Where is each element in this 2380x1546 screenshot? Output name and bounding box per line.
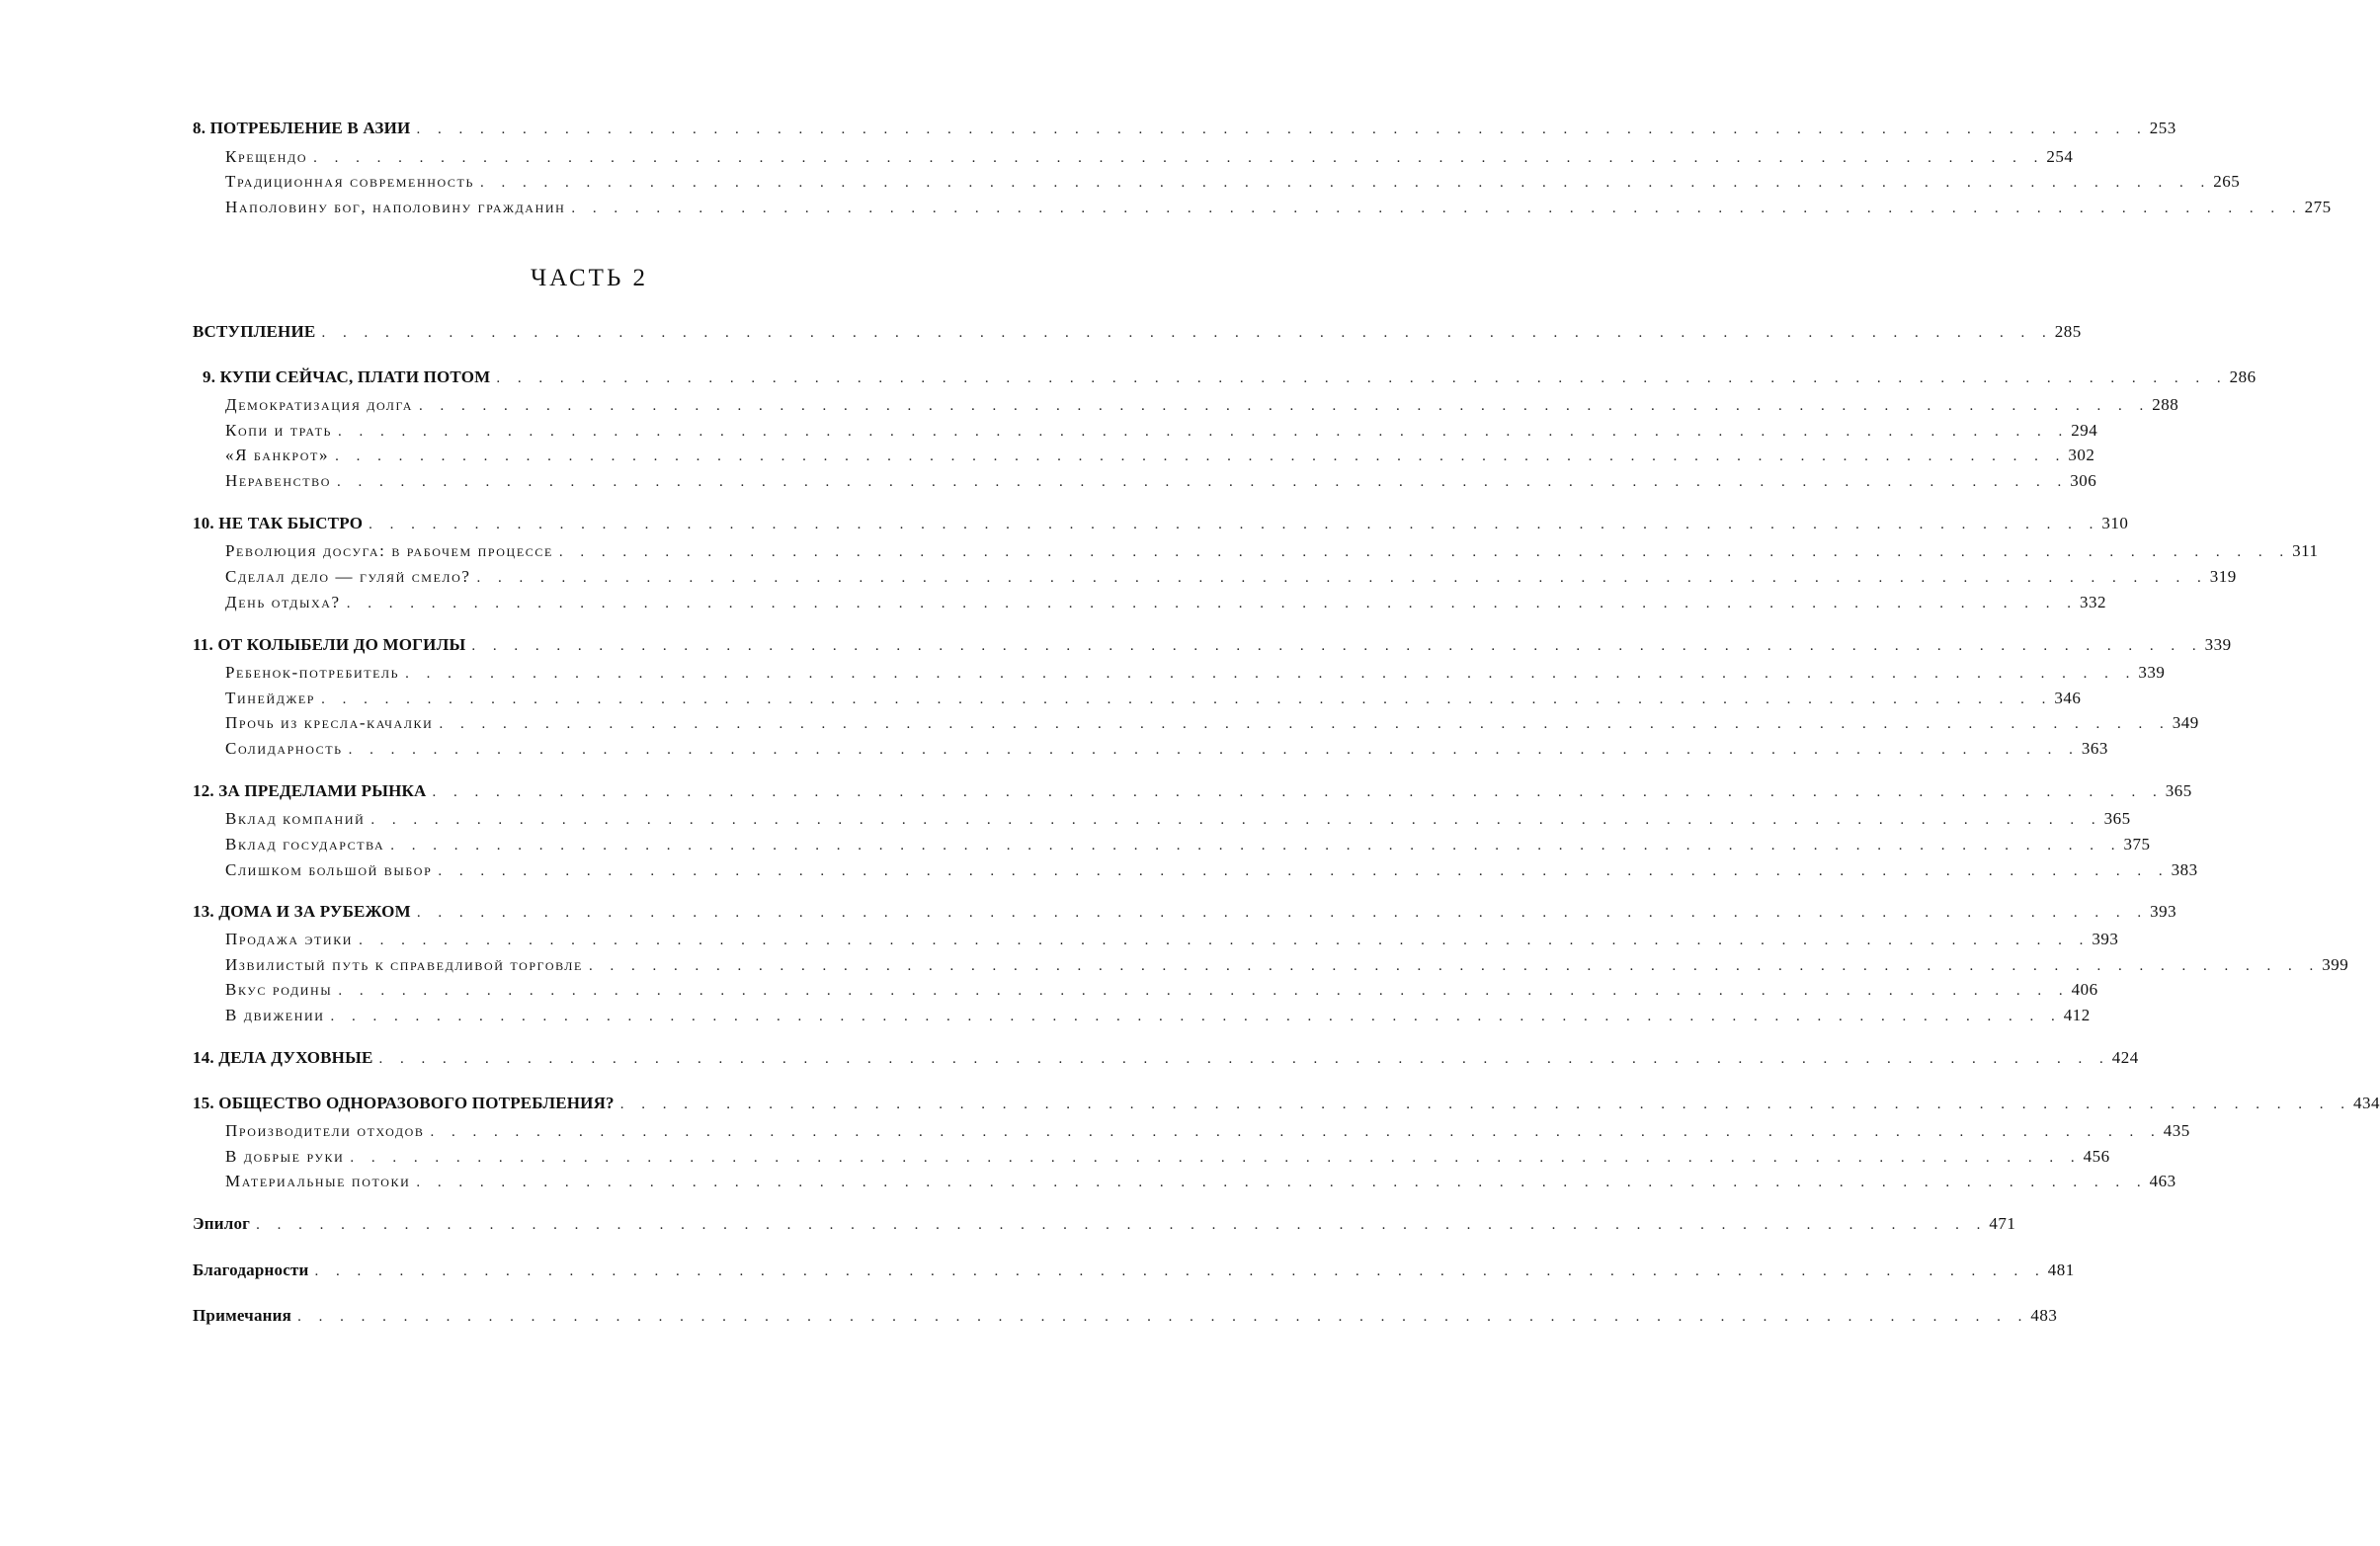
toc-entry-title: 8. ПОТРЕБЛЕНИЕ В АЗИИ	[193, 119, 411, 137]
dot-leader: . . . . . . . . . . . . . . . . . . . . . . . . . . . . . . . . . . . . . . . . . . . . . . . . . . . . . . . . . . . . . . . . . . . . . . . . . . . . . . . . . .	[256, 1217, 1988, 1233]
toc-section[interactable]	[225, 147, 2074, 173]
toc-entry-page: 332	[2079, 593, 2106, 611]
toc-entry-title: Слишком большой выбор	[225, 860, 433, 879]
toc-entry-page: 483	[2030, 1306, 2058, 1325]
toc-section[interactable]	[225, 395, 2179, 421]
dot-leader: . . . . . . . . . . . . . . . . . . . . . . . . . . . . . . . . . . . . . . . . . . . . . . . . . . . . . . . . . . . . . . . . . . . . . . . . . . . . . . . . . .	[350, 1150, 2082, 1166]
toc-entry-page: 365	[2103, 809, 2131, 828]
toc-entry-title: 11. ОТ КОЛЫБЕЛИ ДО МОГИЛЫ	[193, 635, 466, 654]
toc-entry-page: 254	[2046, 147, 2074, 166]
dot-leader: . . . . . . . . . . . . . . . . . . . . . . . . . . . . . . . . . . . . . . . . . . . . . . . . . . . . . . . . . . . . . . . . . . . . . . . . . . . . . . . . . .	[416, 1175, 2148, 1190]
toc-chapter-14[interactable]	[193, 1048, 2139, 1074]
toc-section[interactable]	[225, 1172, 2176, 1197]
toc-entry-title: Благодарности	[193, 1261, 309, 1279]
toc-entry-page: 412	[2063, 1006, 2091, 1024]
toc-entry-title: День отдыха?	[225, 593, 341, 611]
toc-entry-title: Ребенок-потребитель	[225, 663, 400, 682]
dot-leader: . . . . . . . . . . . . . . . . . . . . . . . . . . . . . . . . . . . . . . . . . . . . . . . . . . . . . . . . . . . . . . . . . . . . . . . . . . . . . . . . . .	[476, 570, 2208, 586]
dot-leader: . . . . . . . . . . . . . . . . . . . . . . . . . . . . . . . . . . . . . . . . . . . . . . . . . . . . . . . . . . . . . . . . . . . . . . . . . . . . . . . . . .	[321, 325, 2053, 341]
toc-chapter-13[interactable]	[193, 902, 2177, 928]
toc-section[interactable]	[225, 930, 2119, 955]
toc-section[interactable]	[225, 1121, 2190, 1147]
dot-leader: . . . . . . . . . . . . . . . . . . . . . . . . . . . . . . . . . . . . . . . . . . . . . . . . . . . . . . . . . . . . . . . . . . . . . . . . . . . . . . . . . .	[359, 933, 2091, 948]
toc-entry-title: 10. НЕ ТАК БЫСТРО	[193, 514, 364, 532]
toc-entry-title: 15. ОБЩЕСТВО ОДНОРАЗОВОГО ПОТРЕБЛЕНИЯ?	[193, 1094, 615, 1112]
toc-entry-title: Солидарность	[225, 739, 343, 758]
toc-entry-title: ВСТУПЛЕНИЕ	[193, 322, 316, 341]
toc-entry-title: «Я банкрот»	[225, 446, 330, 464]
toc-section[interactable]	[225, 198, 2332, 223]
toc-entry-page: 319	[2209, 567, 2237, 586]
dot-leader: . . . . . . . . . . . . . . . . . . . . . . . . . . . . . . . . . . . . . . . . . . . . . . . . . . . . . . . . . . . . . . . . . . . . . . . . . . . . . . . . . .	[390, 838, 2122, 854]
dot-leader: . . . . . . . . . . . . . . . . . . . . . . . . . . . . . . . . . . . . . . . . . . . . . . . . . . . . . . . . . . . . . . . . . . . . . . . . . . . . . . . . . .	[430, 1124, 2162, 1140]
toc-entry-page: 311	[2292, 541, 2319, 560]
toc-entry-title: Примечания	[193, 1306, 292, 1325]
part-heading: ЧАСТЬ 2	[530, 265, 649, 291]
dot-leader: . . . . . . . . . . . . . . . . . . . . . . . . . . . . . . . . . . . . . . . . . . . . . . . . . . . . . . . . . . . . . . . . . . . . . . . . . . . . . . . . . .	[346, 596, 2078, 611]
toc-entry-page: 310	[2101, 514, 2129, 532]
toc-chapter-15[interactable]	[193, 1094, 2380, 1119]
toc-chapter-9[interactable]	[203, 367, 2257, 393]
dot-leader: . . . . . . . . . . . . . . . . . . . . . . . . . . . . . . . . . . . . . . . . . . . . . . . . . . . . . . . . . . . . . . . . . . . . . . . . . . . . . . . . . .	[496, 370, 2228, 386]
toc-entry-page: 383	[2171, 860, 2198, 879]
toc-entry-title: Прочь из кресла-качалки	[225, 713, 434, 732]
dot-leader: . . . . . . . . . . . . . . . . . . . . . . . . . . . . . . . . . . . . . . . . . . . . . . . . . . . . . . . . . . . . . . . . . . . . . . . . . . . . . . . . . .	[369, 517, 2100, 532]
toc-entry-page: 302	[2068, 446, 2095, 464]
dot-leader: . . . . . . . . . . . . . . . . . . . . . . . . . . . . . . . . . . . . . . . . . . . . . . . . . . . . . . . . . . . . . . . . . . . . . . . . . . . . . . . . . .	[416, 905, 2149, 921]
toc-section[interactable]	[225, 809, 2131, 835]
toc-entry-page: 393	[2150, 902, 2177, 921]
toc-entry-title: В движении	[225, 1006, 325, 1024]
dot-leader: . . . . . . . . . . . . . . . . . . . . . . . . . . . . . . . . . . . . . . . . . . . . . . . . . . . . . . . . . . . . . . . . . . . . . . . . . . . . . . . . . .	[588, 958, 2321, 974]
toc-section[interactable]	[225, 446, 2095, 471]
dot-leader: . . . . . . . . . . . . . . . . . . . . . . . . . . . . . . . . . . . . . . . . . . . . . . . . . . . . . . . . . . . . . . . . . . . . . . . . . . . . . . . . . .	[313, 150, 2045, 166]
toc-entry-page: 294	[2071, 421, 2098, 440]
toc-section[interactable]	[225, 567, 2237, 593]
toc-entry-title: Вклад государства	[225, 835, 385, 854]
toc-chapter-12[interactable]	[193, 781, 2192, 807]
toc-entry-page: 365	[2165, 781, 2192, 800]
toc-entry-title: Крещендо	[225, 147, 308, 166]
toc-entry-title: Демократизация долга	[225, 395, 413, 414]
toc-entry-page: 375	[2123, 835, 2151, 854]
toc-entry-title: Революция досуга: в рабочем процессе	[225, 541, 553, 560]
toc-section[interactable]	[225, 1006, 2091, 1031]
toc-entry-page: 363	[2081, 739, 2108, 758]
toc-entry-title: 13. ДОМА И ЗА РУБЕЖОМ	[193, 902, 411, 921]
toc-notes[interactable]	[193, 1306, 2058, 1332]
toc-section[interactable]	[225, 172, 2241, 198]
toc-section[interactable]	[225, 663, 2166, 689]
toc-entry-title: 9. КУПИ СЕЙЧАС, ПЛАТИ ПОТОМ	[203, 367, 491, 386]
toc-entry-title: Производители отходов	[225, 1121, 425, 1140]
toc-entry-page: 346	[2054, 689, 2082, 707]
toc-entry-page: 306	[2070, 471, 2097, 490]
dot-leader: . . . . . . . . . . . . . . . . . . . . . . . . . . . . . . . . . . . . . . . . . . . . . . . . . . . . . . . . . . . . . . . . . . . . . . . . . . . . . . . . . .	[335, 448, 2067, 464]
toc-section[interactable]	[225, 739, 2108, 765]
toc-entry-page: 463	[2149, 1172, 2176, 1190]
toc-entry-page: 253	[2149, 119, 2176, 137]
toc-entry-title: Материальные потоки	[225, 1172, 411, 1190]
dot-leader: . . . . . . . . . . . . . . . . . . . . . . . . . . . . . . . . . . . . . . . . . . . . . . . . . . . . . . . . . . . . . . . . . . . . . . . . . . . . . . . . . .	[439, 716, 2171, 732]
toc-acknowledgements[interactable]	[193, 1261, 2075, 1286]
dot-leader: . . . . . . . . . . . . . . . . . . . . . . . . . . . . . . . . . . . . . . . . . . . . . . . . . . . . . . . . . . . . . . . . . . . . . . . . . . . . . . . . . .	[321, 692, 2053, 707]
toc-section[interactable]	[225, 541, 2319, 567]
toc-entry-title: 14. ДЕЛА ДУХОВНЫЕ	[193, 1048, 373, 1067]
toc-entry-title: Вкус родины	[225, 980, 333, 999]
toc-entry-page: 424	[2111, 1048, 2139, 1067]
toc-entry-page: 481	[2047, 1261, 2075, 1279]
dot-leader: . . . . . . . . . . . . . . . . . . . . . . . . . . . . . . . . . . . . . . . . . . . . . . . . . . . . . . . . . . . . . . . . . . . . . . . . . . . . . . . . . .	[378, 1051, 2110, 1067]
toc-entry-title: Традиционная современность	[225, 172, 474, 191]
toc-entry-title: Наполовину бог, наполовину гражданин	[225, 198, 566, 216]
toc-entry-title: Копи и трать	[225, 421, 333, 440]
toc-section[interactable]	[225, 835, 2151, 860]
dot-leader: . . . . . . . . . . . . . . . . . . . . . . . . . . . . . . . . . . . . . . . . . . . . . . . . . . . . . . . . . . . . . . . . . . . . . . . . . . . . . . . . . .	[348, 742, 2080, 758]
toc-entry-title: Извилистый путь к справедливой торговле	[225, 955, 583, 974]
toc-entry-page: 286	[2229, 367, 2257, 386]
dot-leader: . . . . . . . . . . . . . . . . . . . . . . . . . . . . . . . . . . . . . . . . . . . . . . . . . . . . . . . . . . . . . . . . . . . . . . . . . . . . . . . . . .	[314, 1263, 2046, 1279]
dot-leader: . . . . . . . . . . . . . . . . . . . . . . . . . . . . . . . . . . . . . . . . . . . . . . . . . . . . . . . . . . . . . . . . . . . . . . . . . . . . . . . . . .	[571, 201, 2303, 216]
toc-section[interactable]	[225, 421, 2098, 447]
dot-leader: . . . . . . . . . . . . . . . . . . . . . . . . . . . . . . . . . . . . . . . . . . . . . . . . . . . . . . . . . . . . . . . . . . . . . . . . . . . . . . . . . .	[479, 175, 2212, 191]
dot-leader: . . . . . . . . . . . . . . . . . . . . . . . . . . . . . . . . . . . . . . . . . . . . . . . . . . . . . . . . . . . . . . . . . . . . . . . . . . . . . . . . . .	[297, 1309, 2029, 1325]
dot-leader: . . . . . . . . . . . . . . . . . . . . . . . . . . . . . . . . . . . . . . . . . . . . . . . . . . . . . . . . . . . . . . . . . . . . . . . . . . . . . . . . . .	[471, 638, 2203, 654]
toc-entry-page: 399	[2322, 955, 2349, 974]
dot-leader: . . . . . . . . . . . . . . . . . . . . . . . . . . . . . . . . . . . . . . . . . . . . . . . . . . . . . . . . . . . . . . . . . . . . . . . . . . . . . . . . . .	[330, 1009, 2062, 1024]
dot-leader: . . . . . . . . . . . . . . . . . . . . . . . . . . . . . . . . . . . . . . . . . . . . . . . . . . . . . . . . . . . . . . . . . . . . . . . . . . . . . . . . . .	[370, 812, 2102, 828]
toc-entry-page: 285	[2054, 322, 2082, 341]
dot-leader: . . . . . . . . . . . . . . . . . . . . . . . . . . . . . . . . . . . . . . . . . . . . . . . . . . . . . . . . . . . . . . . . . . . . . . . . . . . . . . . . . .	[418, 398, 2151, 414]
dot-leader: . . . . . . . . . . . . . . . . . . . . . . . . . . . . . . . . . . . . . . . . . . . . . . . . . . . . . . . . . . . . . . . . . . . . . . . . . . . . . . . . . .	[619, 1097, 2352, 1112]
toc-section[interactable]	[225, 471, 2097, 497]
dot-leader: . . . . . . . . . . . . . . . . . . . . . . . . . . . . . . . . . . . . . . . . . . . . . . . . . . . . . . . . . . . . . . . . . . . . . . . . . . . . . . . . . .	[338, 983, 2070, 999]
toc-chapter-11[interactable]	[193, 635, 2232, 661]
dot-leader: . . . . . . . . . . . . . . . . . . . . . . . . . . . . . . . . . . . . . . . . . . . . . . . . . . . . . . . . . . . . . . . . . . . . . . . . . . . . . . . . . .	[558, 544, 2291, 560]
dot-leader: . . . . . . . . . . . . . . . . . . . . . . . . . . . . . . . . . . . . . . . . . . . . . . . . . . . . . . . . . . . . . . . . . . . . . . . . . . . . . . . . . .	[432, 784, 2164, 800]
toc-entry-page: 339	[2204, 635, 2232, 654]
toc-entry-title: Сделал дело — гуляй смело?	[225, 567, 471, 586]
toc-entry-title: В добрые руки	[225, 1147, 345, 1166]
toc-section[interactable]	[225, 689, 2082, 714]
toc-entry-title: Тинейджер	[225, 689, 316, 707]
dot-leader: . . . . . . . . . . . . . . . . . . . . . . . . . . . . . . . . . . . . . . . . . . . . . . . . . . . . . . . . . . . . . . . . . . . . . . . . . . . . . . . . . .	[338, 424, 2070, 440]
toc-entry-title: Вклад компаний	[225, 809, 366, 828]
toc-entry-page: 349	[2172, 713, 2199, 732]
toc-entry-page: 471	[1989, 1214, 2016, 1233]
toc-entry-page: 456	[2083, 1147, 2110, 1166]
toc-entry-page: 435	[2163, 1121, 2190, 1140]
toc-epilogue[interactable]	[193, 1214, 2016, 1240]
toc-section[interactable]	[225, 713, 2199, 739]
toc-section[interactable]	[225, 1147, 2110, 1173]
dot-leader: . . . . . . . . . . . . . . . . . . . . . . . . . . . . . . . . . . . . . . . . . . . . . . . . . . . . . . . . . . . . . . . . . . . . . . . . . . . . . . . . . .	[416, 122, 2148, 137]
dot-leader: . . . . . . . . . . . . . . . . . . . . . . . . . . . . . . . . . . . . . . . . . . . . . . . . . . . . . . . . . . . . . . . . . . . . . . . . . . . . . . . . . .	[337, 474, 2069, 490]
dot-leader: . . . . . . . . . . . . . . . . . . . . . . . . . . . . . . . . . . . . . . . . . . . . . . . . . . . . . . . . . . . . . . . . . . . . . . . . . . . . . . . . . .	[405, 666, 2137, 682]
toc-entry-title: 12. ЗА ПРЕДЕЛАМИ РЫНКА	[193, 781, 427, 800]
toc-introduction[interactable]	[193, 322, 2082, 348]
toc-entry-page: 339	[2138, 663, 2166, 682]
toc-entry-page: 275	[2304, 198, 2332, 216]
toc-entry-page: 434	[2353, 1094, 2380, 1112]
toc-entry-title: Неравенство	[225, 471, 332, 490]
toc-chapter-8[interactable]	[193, 119, 2176, 144]
toc-chapter-10[interactable]	[193, 514, 2129, 539]
toc-section[interactable]	[225, 860, 2198, 886]
toc-entry-page: 288	[2152, 395, 2179, 414]
dot-leader: . . . . . . . . . . . . . . . . . . . . . . . . . . . . . . . . . . . . . . . . . . . . . . . . . . . . . . . . . . . . . . . . . . . . . . . . . . . . . . . . . .	[438, 863, 2170, 879]
toc-entry-title: Продажа этики	[225, 930, 354, 948]
toc-entry-page: 406	[2071, 980, 2098, 999]
toc-entry-title: Эпилог	[193, 1214, 251, 1233]
toc-section[interactable]	[225, 980, 2098, 1006]
toc-section[interactable]	[225, 955, 2349, 981]
toc-entry-page: 393	[2092, 930, 2119, 948]
toc-entry-page: 265	[2213, 172, 2241, 191]
toc-section[interactable]	[225, 593, 2106, 618]
